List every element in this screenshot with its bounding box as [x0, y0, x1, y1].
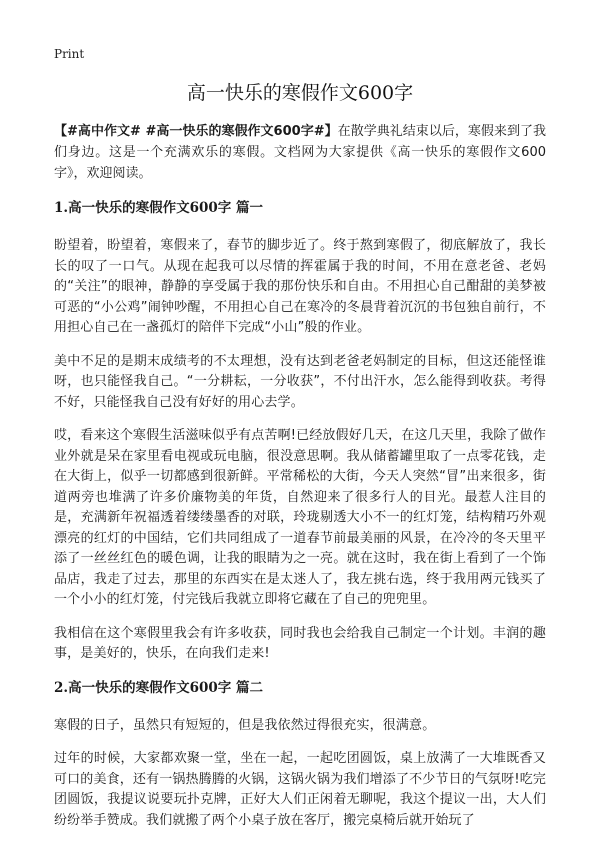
section-heading-1: 1.高一快乐的寒假作文600字 篇一	[54, 200, 263, 216]
section-1-paragraph-2: 美中不足的是期末成绩考的不太理想，没有达到老爸老妈制定的目标，但这还能怪谁呀，也只能怪我自己。“一分耕耘，一分收获”，不付出汗水，怎么能得到收获。考得不好，只能怪我自己没有好好的用心去学。	[54, 353, 546, 410]
intro-paragraph	[54, 121, 546, 184]
intro-text: 在散学典礼结束以后，寒假来到了我们身边。这是一个充满欢乐的寒假。文档网为大家提供《高一快乐的寒假作文600字》，欢迎阅读。	[54, 124, 546, 181]
section-heading-2: 2.高一快乐的寒假作文600字 篇二	[54, 679, 263, 696]
page-title: 高一快乐的寒假作文600字	[186, 82, 414, 104]
article-body	[54, 121, 546, 844]
section-1-paragraph-3: 哎，看来这个寒假生活滋味似乎有点苦啊!已经放假好几天，在这几天里，我除了做作业外就是呆在家里看电视或玩电脑，很没意思啊。我从储蓄罐里取了一点零花钱，走在大街上，似乎一切都感到很新鲜。平常稀松的大街，今天人突然“冒”出来很多，街道两旁也堆满了许多价廉物美的年货，自然迎来了很多行人的目光。最惹人注目的是，充满新年祝福透着缕缕墨香的对联，玲珑剔透大小不一的红灯笼，结构精巧外观漂亮的红灯的中国结，它们共同组成了一道春节前最美丽的风景，在冷冷的冬天里平添了一丝丝红色的暖色调，让我的眼睛为之一亮。就在这时，我在街上看到了一个饰品店，我走了过去，那里的东西实在是太迷人了，我左挑右选，终于我用两元钱买了一个小小的红灯笼，付完钱后我就立即将它藏在了自己的兜兜里。	[54, 428, 546, 607]
section-2-paragraph-1: 寒假的日子，虽然只有短短的，但是我依然过得很充实，很满意。	[54, 717, 436, 733]
section-1-paragraph-1: 盼望着，盼望着，寒假来了，春节的脚步近了。终于熬到寒假了，彻底解放了，我长长的叹了一口气。从现在起我可以尽情的挥霍属于我的时间，不用在意老爸、老妈的“关注”的眼神，静静的享受属于我的那份快乐和自由。不用担心自己酣甜的美梦被可恶的“小公鸡”闹钟吵醒，不用担心自己在寒冷的冬晨背着沉沉的书包独自前行，不用担心自己在一盏孤灯的陪伴下完成“小山”般的作业。	[54, 238, 546, 335]
section-2-paragraph-2: 过年的时候，大家都欢聚一堂，坐在一起，一起吃团圆饭，桌上放满了一大堆既香又可口的美食，还有一锅热腾腾的火锅，这锅火锅为我们增添了不少节日的气氛呀!吃完团圆饭，我提议说要玩扑克牌，正好大人们正闲着无聊呢，我这个提议一出，大人们纷纷举手赞成。我们就搬了两个小桌子放在客厅，搬完桌椅后就开始玩了	[54, 751, 546, 828]
section-1-paragraph-4: 我相信在这个寒假里我会有许多收获，同时我也会给我自己制定一个计划。丰润的趣事，是美好的，快乐，在向我们走来!	[54, 625, 546, 661]
print-label[interactable]: Print	[54, 47, 85, 61]
intro-tag: 【#高中作文# #高一快乐的寒假作文600字#】	[54, 124, 338, 139]
